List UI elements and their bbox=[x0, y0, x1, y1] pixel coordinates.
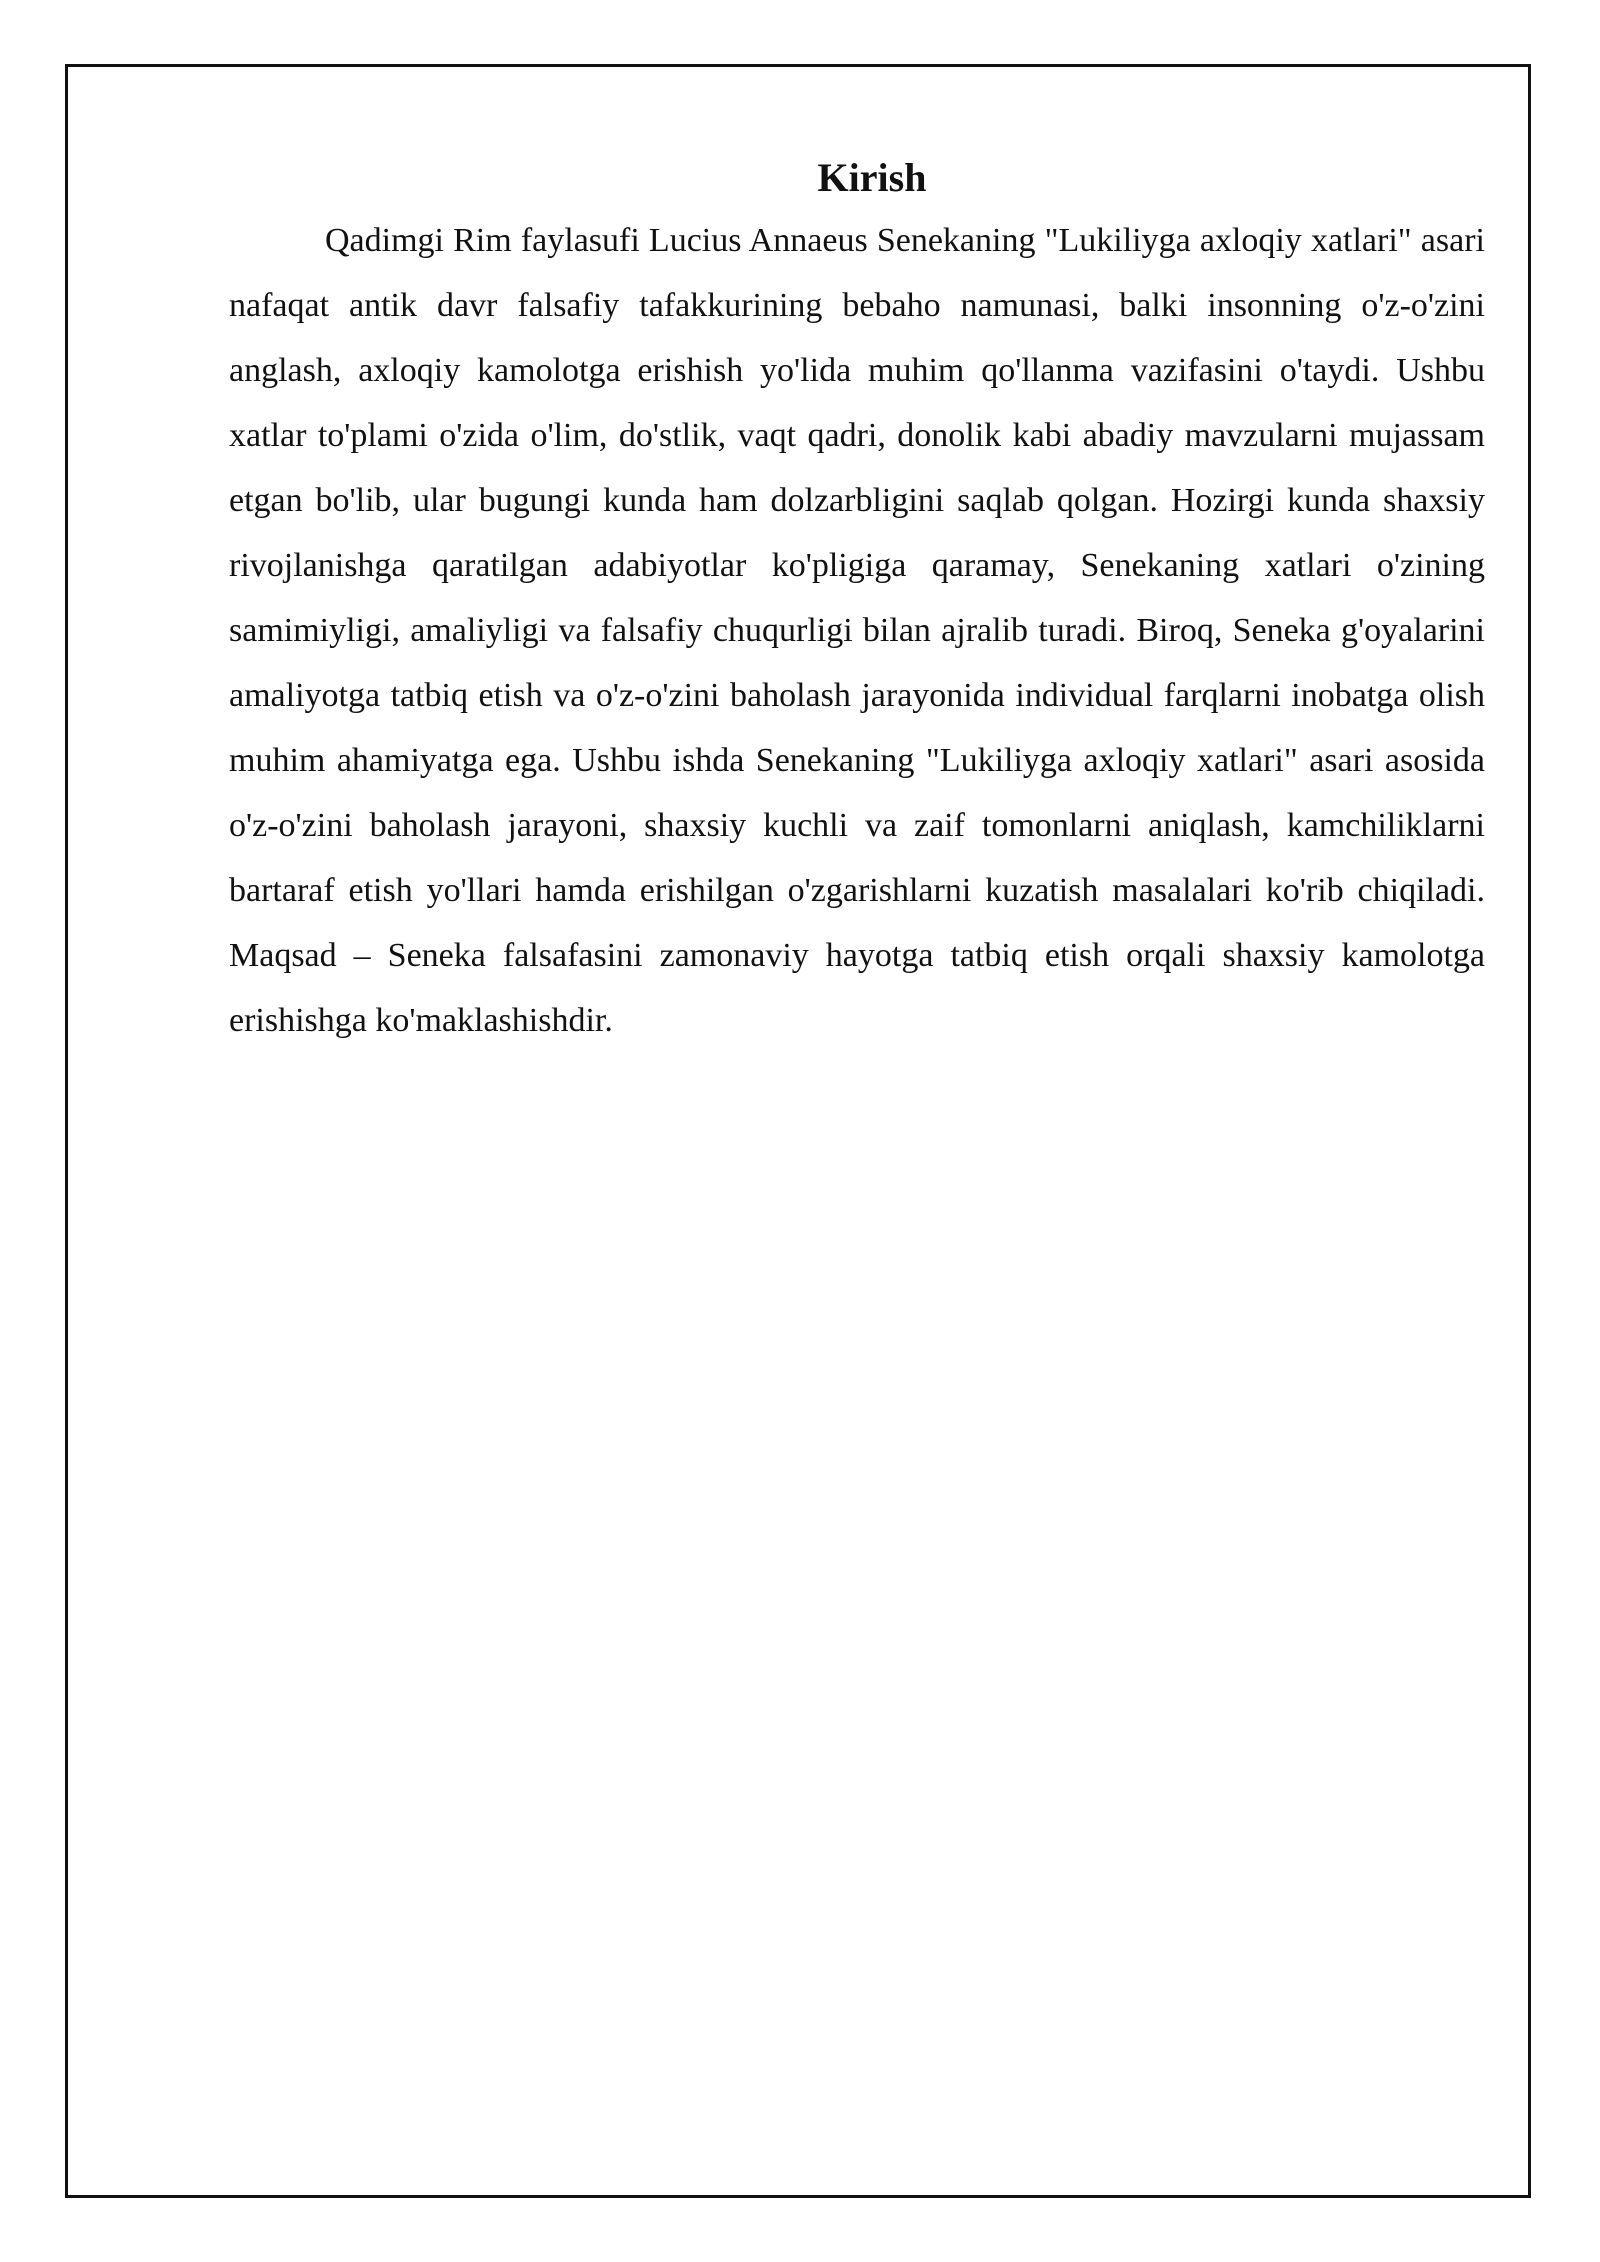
document-body bbox=[229, 148, 1485, 1053]
section-title: Kirish bbox=[817, 155, 927, 200]
intro-paragraph: Qadimgi Rim faylasufi Lucius Annaeus Senekaning "Lukiliyga axloqiy xatlari" asari nafaqat antik davr falsafiy tafakkurining bebaho namunasi, balki insonning o'z-o'zini anglash, axloqiy kamolotga erishish yo'lida muhim qo'llanma vazifasini o'taydi. Ushbu xatlar to'plami o'zida o'lim, do'stlik, vaqt qadri, donolik kabi abadiy mavzularni mujassam etgan bo'lib, ular bugungi kunda ham dolzarbligini saqlab qolgan. Hozirgi kunda shaxsiy rivojlanishga qaratilgan adabiyotlar ko'pligiga qaramay, Senekaning xatlari o'zining samimiyligi, amaliyligi va falsafiy chuqurligi bilan ajralib turadi. Biroq, Seneka g'oyalarini amaliyotga tatbiq etish va o'z-o'zini baholash jarayonida individual farqlarni inobatga olish muhim ahamiyatga ega. Ushbu ishda Senekaning "Lukiliyga axloqiy xatlari" asari asosida o'z-o'zini baholash jarayoni, shaxsiy kuchli va zaif tomonlarni aniqlash, kamchiliklarni bartaraf etish yo'llari hamda erishilgan o'zgarishlarni kuzatish masalalari ko'rib chiqiladi. Maqsad – Seneka falsafasini zamonaviy hayotga tatbiq etish orqali shaxsiy kamolotga erishishga ko'maklashishdir. bbox=[229, 222, 1485, 1039]
